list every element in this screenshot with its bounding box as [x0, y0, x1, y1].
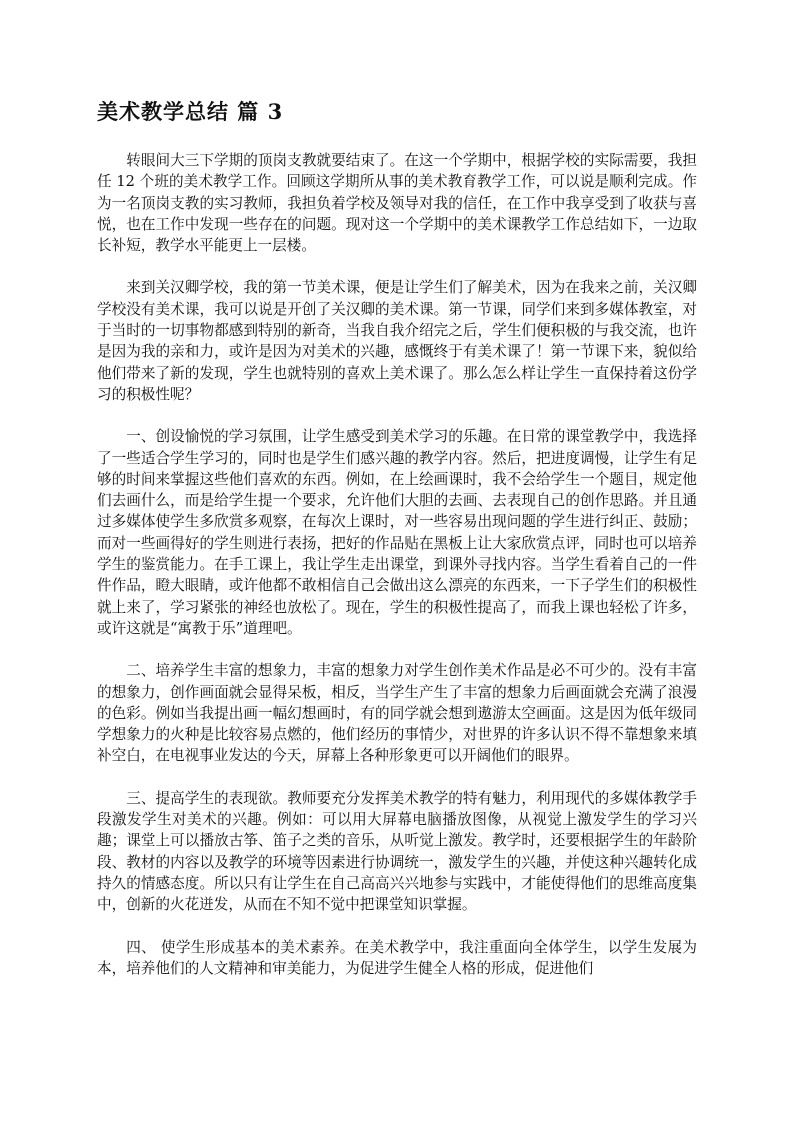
document-title: 美术教学总结 篇 3 [97, 99, 284, 124]
paragraph-point-three: 三、提高学生的表现欲。教师要充分发挥美术教学的特有魅力，利用现代的多媒体教学手段激发学生对美术的兴趣。例如：可以用大屏幕电脑播放图像，从视觉上激发学生的学习兴趣；课堂上可以播放古筝、笛子之类的音乐，从听觉上激发。教学时，还要根据学生的年龄阶段、教材的内容以及教学的环境等因素进行协调统一，激发学生的兴趣，并使这种兴趣转化成持久的情感态度。所以只有让学生在自己高高兴兴地参与实践中，才能使得他们的思维高度集中，创新的火花迸发，从而在不知不觉中把课堂知识掌握。 [97, 789, 697, 914]
paragraph-first-class: 来到关汉卿学校，我的第一节美术课，便是让学生们了解美术，因为在我来之前，关汉卿学校没有美术课，我可以说是开创了关汉卿的美术课。第一节课，同学们来到多媒体教室，对于当时的一切事物都感到特别的新奇，当我自我介绍完之后，学生们便积极的与我交流，也许是因为我的亲和力，或许是因为对美术的兴趣，感慨终于有美术课了！第一节课下来，貌似给他们带来了新的发现，学生也就特别的喜欢上美术课了。那么怎么样让学生一直保持着这份学习的积极性呢？ [97, 279, 697, 403]
paragraph-intro: 转眼间大三下学期的顶岗支教就要结束了。在这一个学期中，根据学校的实际需要，我担任 12 个班的美术教学工作。回顾这学期所从事的美术教育教学工作，可以说是顺利完成。作为一名顶岗支教的实习教师，我担负着学校及领导对我的信任，在工作中我享受到了收获与喜悦，也在工作中发现一些存在的问题。现对这一个学期中的美术课教学工作总结如下，一边取长补短，教学水平能更上一层楼。 [97, 152, 697, 255]
paragraph-point-two: 二、培养学生丰富的想象力，丰富的想象力对学生创作美术作品是必不可少的。没有丰富的想象力，创作画面就会显得呆板，相反，当学生产生了丰富的想象力后画面就会充满了浪漫的色彩。例如当我提出画一幅幻想画时，有的同学就会想到遨游太空画面。这是因为低年级同学想象力的火种是比较容易点燃的，他们经历的事情少，对世界的许多认识不得不靠想象来填补空白，在电视事业发达的今天，屏幕上各种形象更可以开阔他们的眼界。 [97, 662, 697, 765]
document-page [97, 96, 697, 1000]
paragraph-point-four: 四、 使学生形成基本的美术素养。在美术教学中，我注重面向全体学生，以学生发展为本，培养他们的人文精神和审美能力，为促进学生健全人格的形成，促进他们 [97, 938, 697, 977]
paragraph-point-one: 一、创设愉悦的学习氛围，让学生感受到美术学习的乐趣。在日常的课堂教学中，我选择了一些适合学生学习的，同时也是学生们感兴趣的教学内容。然后，把进度调慢，让学生有足够的时间来掌握这些他们喜欢的东西。例如，在上绘画课时，我不会给学生一个题目，规定他们去画什么，而是给学生提一个要求，允许他们大胆的去画、去表现自己的创作思路。并且通过多媒体使学生多欣赏多观察，在每次上课时，对一些容易出现问题的学生进行纠正、鼓励；而对一些画得好的学生则进行表扬，把好的作品贴在黑板上让大家欣赏点评，同时也可以培养学生的鉴赏能力。在手工课上，我让学生走出课堂，到课外寻找内容。当学生看着自己的一件件作品，瞪大眼睛，或许他都不敢相信自己会做出这么漂亮的东西来，一下子学生们的积极性就上来了，学习紧张的神经也放松了。现在，学生的积极性提高了，而我上课也轻松了许多，或许这就是“寓教于乐”道理吧。 [97, 428, 697, 637]
